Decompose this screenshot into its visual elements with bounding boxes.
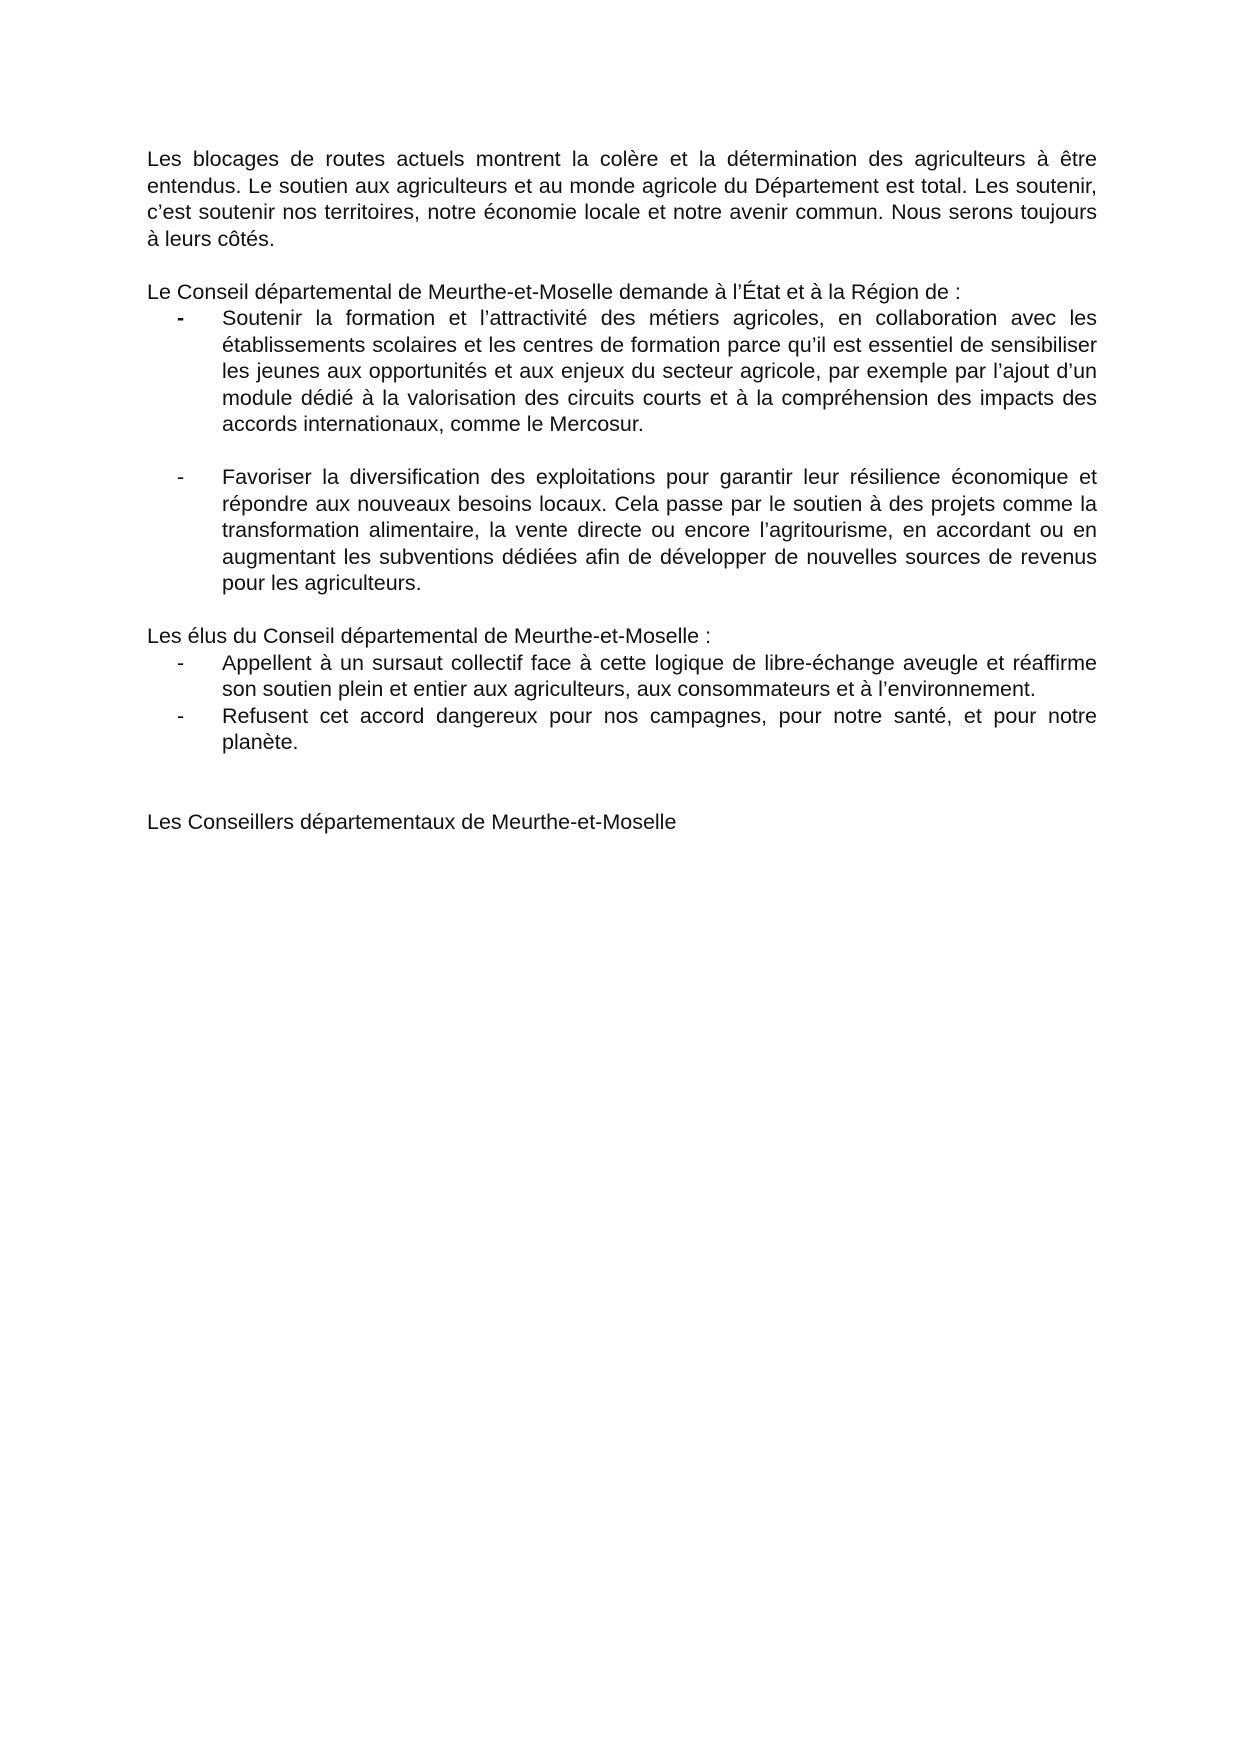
demand-list bbox=[147, 305, 1097, 597]
demand-section bbox=[147, 279, 1097, 597]
list-bullet: - bbox=[177, 465, 185, 489]
document-page bbox=[147, 146, 1097, 835]
list-bullet: - bbox=[177, 306, 185, 330]
elus-section bbox=[147, 623, 1097, 756]
intro-paragraph: Les blocages de routes actuels montrent la colère et la détermination des agriculteurs à être entendus. Le soutien aux agriculteurs et au monde agricole du Département est total. Les soutenir, c’est soutenir nos territoires, notre économie locale et notre avenir commun. Nous serons toujours à leurs côtés. bbox=[147, 147, 1097, 251]
list-bullet: - bbox=[177, 703, 185, 728]
demand-lead-paragraph: Le Conseil départemental de Meurthe-et-Moselle demande à l’État et à la Région de : bbox=[147, 279, 961, 304]
signature-line: Les Conseillers départementaux de Meurthe-et-Moselle bbox=[147, 809, 677, 834]
list-item bbox=[147, 464, 1097, 597]
list-item bbox=[147, 305, 1097, 438]
list-item-text: Refusent cet accord dangereux pour nos campagnes, pour notre santé, et pour notre planète. bbox=[222, 703, 1097, 754]
list-item-text: Appellent à un sursaut collectif face à cette logique de libre-échange aveugle et réaffirme son soutien plein et entier aux agriculteurs, aux consommateurs et à l’environnement. bbox=[222, 650, 1097, 701]
elus-lead-paragraph: Les élus du Conseil départemental de Meurthe-et-Moselle : bbox=[147, 624, 712, 648]
list-item-text: Favoriser la diversification des exploitations pour garantir leur résilience économique et répondre aux nouveaux besoins locaux. Cela passe par le soutien à des projets comme la transformation alimentaire, la vente directe ou encore l’agritourisme, en accordant ou en augmentant les subventions dédiées afin de développer de nouvelles sources de revenus pour les agriculteurs. bbox=[222, 465, 1097, 595]
elus-list bbox=[147, 650, 1097, 756]
list-item bbox=[147, 703, 1097, 756]
list-item-text: Soutenir la formation et l’attractivité des métiers agricoles, en collaboration avec les établissements scolaires et les centres de formation parce qu’il est essentiel de sensibiliser les jeunes aux opportunités et aux enjeux du secteur agricole, par exemple par l’ajout d’un module dédié à la valorisation des circuits courts et à la compréhension des impacts des accords internationaux, comme le Mercosur. bbox=[222, 306, 1097, 436]
list-item bbox=[147, 650, 1097, 703]
list-bullet: - bbox=[177, 650, 185, 675]
